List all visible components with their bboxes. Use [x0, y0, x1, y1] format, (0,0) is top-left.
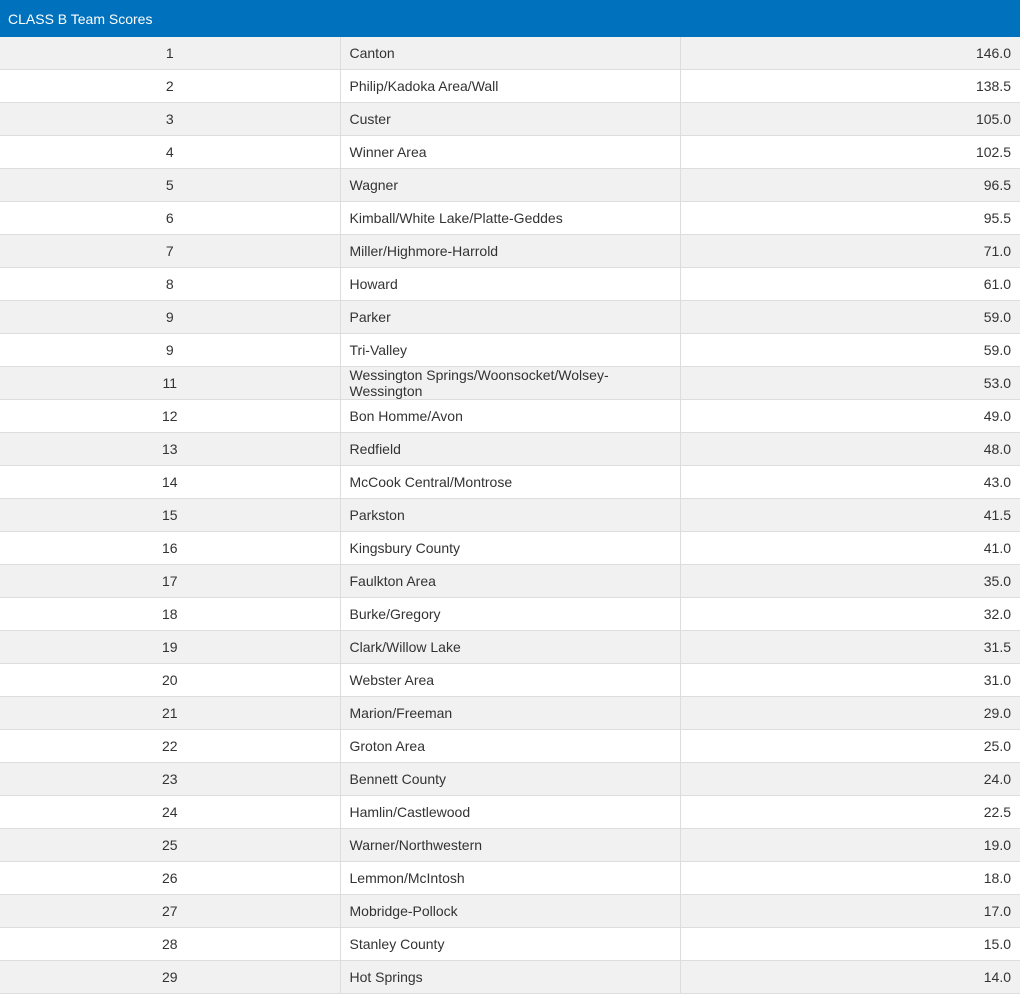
table-row [0, 499, 1020, 532]
table-row [0, 400, 1020, 433]
team-name-cell: Groton Area [340, 730, 680, 763]
score-cell: 59.0 [680, 334, 1020, 367]
table-row [0, 103, 1020, 136]
table-row [0, 763, 1020, 796]
team-name-cell: Bon Homme/Avon [340, 400, 680, 433]
score-cell: 19.0 [680, 829, 1020, 862]
team-name-cell: Burke/Gregory [340, 598, 680, 631]
score-cell: 41.5 [680, 499, 1020, 532]
team-name-cell: Wagner [340, 169, 680, 202]
score-cell: 17.0 [680, 895, 1020, 928]
table-row [0, 37, 1020, 70]
team-name-cell: Warner/Northwestern [340, 829, 680, 862]
team-name-cell: Mobridge-Pollock [340, 895, 680, 928]
team-name-cell: Faulkton Area [340, 565, 680, 598]
team-name-cell: Parker [340, 301, 680, 334]
rank-cell: 3 [0, 103, 340, 136]
rank-cell: 2 [0, 70, 340, 103]
table-row [0, 961, 1020, 994]
table-row [0, 829, 1020, 862]
score-cell: 25.0 [680, 730, 1020, 763]
table-row [0, 433, 1020, 466]
team-name-cell: Lemmon/McIntosh [340, 862, 680, 895]
team-name-cell: Kimball/White Lake/Platte-Geddes [340, 202, 680, 235]
score-cell: 59.0 [680, 301, 1020, 334]
rank-cell: 29 [0, 961, 340, 994]
rank-cell: 23 [0, 763, 340, 796]
table-row [0, 796, 1020, 829]
team-name-cell: Philip/Kadoka Area/Wall [340, 70, 680, 103]
rank-cell: 9 [0, 301, 340, 334]
rank-cell: 7 [0, 235, 340, 268]
team-name-cell: Hot Springs [340, 961, 680, 994]
score-cell: 32.0 [680, 598, 1020, 631]
score-cell: 49.0 [680, 400, 1020, 433]
team-name-cell: Miller/Highmore-Harrold [340, 235, 680, 268]
score-cell: 31.5 [680, 631, 1020, 664]
table-row [0, 664, 1020, 697]
table-row [0, 565, 1020, 598]
score-cell: 95.5 [680, 202, 1020, 235]
rank-cell: 18 [0, 598, 340, 631]
table-row [0, 235, 1020, 268]
team-name-cell: Redfield [340, 433, 680, 466]
table-row [0, 301, 1020, 334]
rank-cell: 8 [0, 268, 340, 301]
rank-cell: 15 [0, 499, 340, 532]
team-name-cell: Kingsbury County [340, 532, 680, 565]
table-row [0, 532, 1020, 565]
rank-cell: 5 [0, 169, 340, 202]
rank-cell: 13 [0, 433, 340, 466]
table-row [0, 136, 1020, 169]
table-row [0, 862, 1020, 895]
team-name-cell: Marion/Freeman [340, 697, 680, 730]
rank-cell: 21 [0, 697, 340, 730]
team-name-cell: Clark/Willow Lake [340, 631, 680, 664]
score-cell: 35.0 [680, 565, 1020, 598]
table-row [0, 334, 1020, 367]
table-row [0, 169, 1020, 202]
team-name-cell: McCook Central/Montrose [340, 466, 680, 499]
table-row [0, 928, 1020, 961]
score-cell: 61.0 [680, 268, 1020, 301]
table-title: CLASS B Team Scores [0, 0, 1020, 37]
rank-cell: 11 [0, 367, 340, 400]
score-cell: 96.5 [680, 169, 1020, 202]
table-header-row [0, 0, 1020, 37]
rank-cell: 1 [0, 37, 340, 70]
score-cell: 146.0 [680, 37, 1020, 70]
table-row [0, 367, 1020, 400]
table-row [0, 268, 1020, 301]
score-cell: 105.0 [680, 103, 1020, 136]
team-name-cell: Webster Area [340, 664, 680, 697]
score-cell: 138.5 [680, 70, 1020, 103]
table-body [0, 37, 1020, 994]
table-row [0, 202, 1020, 235]
rank-cell: 9 [0, 334, 340, 367]
rank-cell: 4 [0, 136, 340, 169]
team-name-cell: Hamlin/Castlewood [340, 796, 680, 829]
table-row [0, 697, 1020, 730]
rank-cell: 24 [0, 796, 340, 829]
score-cell: 43.0 [680, 466, 1020, 499]
score-cell: 41.0 [680, 532, 1020, 565]
score-cell: 102.5 [680, 136, 1020, 169]
rank-cell: 20 [0, 664, 340, 697]
rank-cell: 12 [0, 400, 340, 433]
team-name-cell: Custer [340, 103, 680, 136]
rank-cell: 14 [0, 466, 340, 499]
score-cell: 15.0 [680, 928, 1020, 961]
table-row [0, 70, 1020, 103]
score-cell: 24.0 [680, 763, 1020, 796]
team-name-cell: Howard [340, 268, 680, 301]
rank-cell: 25 [0, 829, 340, 862]
team-name-cell: Tri-Valley [340, 334, 680, 367]
team-name-cell: Canton [340, 37, 680, 70]
table-row [0, 466, 1020, 499]
team-name-cell: Parkston [340, 499, 680, 532]
score-cell: 71.0 [680, 235, 1020, 268]
rank-cell: 17 [0, 565, 340, 598]
rank-cell: 28 [0, 928, 340, 961]
score-cell: 31.0 [680, 664, 1020, 697]
score-cell: 48.0 [680, 433, 1020, 466]
table-row [0, 730, 1020, 763]
score-cell: 18.0 [680, 862, 1020, 895]
rank-cell: 26 [0, 862, 340, 895]
table-row [0, 895, 1020, 928]
rank-cell: 6 [0, 202, 340, 235]
team-name-cell: Stanley County [340, 928, 680, 961]
rank-cell: 16 [0, 532, 340, 565]
table-row [0, 631, 1020, 664]
team-name-cell: Wessington Springs/Woonsocket/Wolsey-Wessington [340, 367, 680, 400]
rank-cell: 22 [0, 730, 340, 763]
score-cell: 14.0 [680, 961, 1020, 994]
rank-cell: 19 [0, 631, 340, 664]
score-cell: 22.5 [680, 796, 1020, 829]
team-name-cell: Winner Area [340, 136, 680, 169]
table-row [0, 598, 1020, 631]
score-cell: 53.0 [680, 367, 1020, 400]
score-cell: 29.0 [680, 697, 1020, 730]
rank-cell: 27 [0, 895, 340, 928]
team-name-cell: Bennett County [340, 763, 680, 796]
